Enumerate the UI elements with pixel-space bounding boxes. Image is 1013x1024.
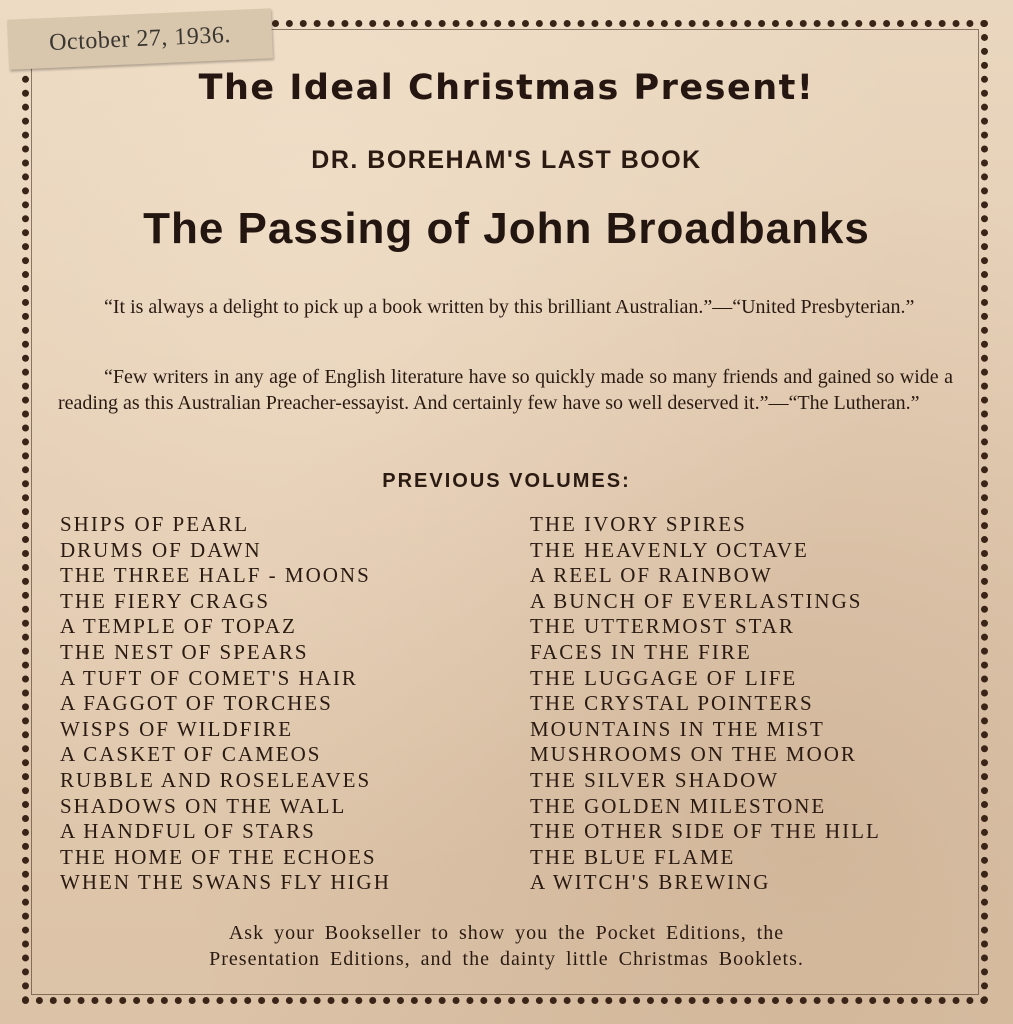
list-item: THE NEST OF SPEARS xyxy=(60,639,309,664)
list-item: THE UTTERMOST STAR xyxy=(530,614,795,639)
list-item: THE FIERY CRAGS xyxy=(60,588,271,613)
subhead: DR. BOREHAM'S LAST BOOK xyxy=(311,146,702,174)
volume-list-left xyxy=(60,512,391,896)
previous-volumes-heading: PREVIOUS VOLUMES: xyxy=(382,470,631,492)
list-item: A TEMPLE OF TOPAZ xyxy=(60,614,297,639)
bookseller-note xyxy=(0,920,1013,972)
list-item: THE SILVER SHADOW xyxy=(530,767,780,792)
list-item: A CASKET OF CAMEOS xyxy=(60,742,322,767)
list-item: THE GOLDEN MILESTONE xyxy=(530,793,827,818)
list-item: SHADOWS ON THE WALL xyxy=(60,793,347,818)
list-item: MUSHROOMS ON THE MOOR xyxy=(530,742,857,767)
list-item: THE LUGGAGE OF LIFE xyxy=(530,665,798,690)
review-quote-lutheran: “Few writers in any age of English literature have so quickly made so many friends and gained so wide a reading as this Australian Preacher-essayist. And certainly few have so well deserved it.”—“The Lutheran.” xyxy=(58,366,953,414)
list-item: A HANDFUL OF STARS xyxy=(60,819,316,844)
list-item: A FAGGOT OF TORCHES xyxy=(60,691,333,716)
book-title: The Passing of John Broadbanks xyxy=(143,204,870,253)
list-item: RUBBLE AND ROSELEAVES xyxy=(60,767,372,792)
review-quote-presbyterian: “It is always a delight to pick up a book written by this brilliant Australian.”—“United Presbyterian.” xyxy=(104,296,915,318)
list-item: SHIPS OF PEARL xyxy=(60,512,250,536)
list-item: A WITCH'S BREWING xyxy=(530,870,771,895)
list-item: FACES IN THE FIRE xyxy=(530,639,752,664)
list-item: DRUMS OF DAWN xyxy=(60,537,262,562)
list-item: THE CRYSTAL POINTERS xyxy=(530,691,814,716)
list-item: THE OTHER SIDE OF THE HILL xyxy=(530,819,881,844)
date-label-text: October 27, 1936. xyxy=(48,21,232,56)
list-item: THE HOME OF THE ECHOES xyxy=(60,844,377,869)
list-item: A BUNCH OF EVERLASTINGS xyxy=(530,588,863,613)
list-item: THE IVORY SPIRES xyxy=(530,512,747,536)
list-item: A TUFT OF COMET'S HAIR xyxy=(60,665,358,690)
list-item: A REEL OF RAINBOW xyxy=(530,563,773,588)
list-item: THE HEAVENLY OCTAVE xyxy=(530,537,809,562)
list-item: THE BLUE FLAME xyxy=(530,844,736,869)
bookseller-note-line: Ask your Bookseller to show you the Pocket Editions, the xyxy=(228,922,785,944)
list-item: THE THREE HALF - MOONS xyxy=(60,563,371,588)
bookseller-note-line: Presentation Editions, and the dainty little Christmas Booklets. xyxy=(209,948,804,970)
list-item: WHEN THE SWANS FLY HIGH xyxy=(60,870,391,895)
list-item: WISPS OF WILDFIRE xyxy=(60,716,294,741)
headline: The Ideal Christmas Present! xyxy=(198,68,815,108)
list-item: MOUNTAINS IN THE MIST xyxy=(530,716,825,741)
volume-list-right xyxy=(530,512,881,896)
